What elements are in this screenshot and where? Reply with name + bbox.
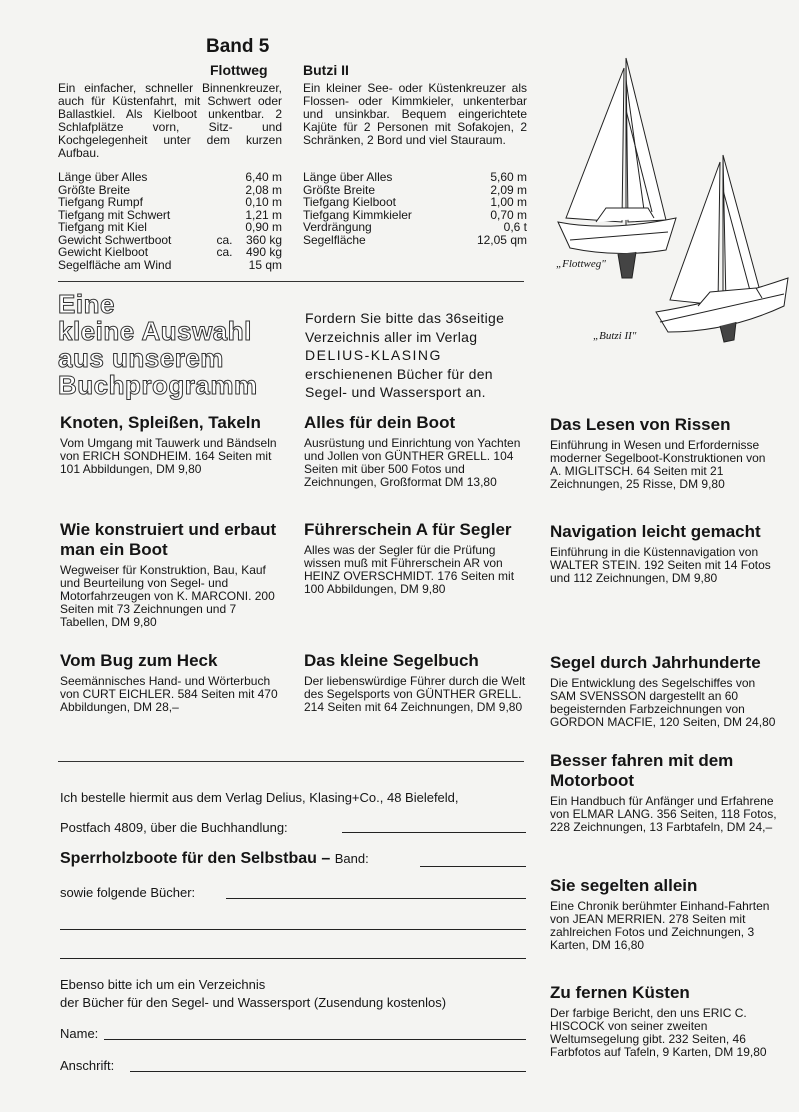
headline-line: Buchprogramm bbox=[58, 370, 258, 400]
spec-label: Verdrängung bbox=[303, 220, 372, 234]
sperrholz-title: Sperrholzboote für den Selbstbau bbox=[60, 850, 317, 867]
address-label: Anschrift: bbox=[60, 1058, 115, 1073]
book-description: Vom Umgang mit Tauwerk und Bändseln von ERICH SONDHEIM. 164 Seiten mit 101 Abbildungen, DM 9,80 bbox=[60, 436, 277, 476]
spec-value: 12,05 qm bbox=[476, 232, 527, 247]
spec-value: 5,60 m bbox=[490, 170, 527, 184]
spec-label: Tiefgang Kimmkieler bbox=[303, 207, 412, 222]
spec-label: Länge über Alles bbox=[303, 170, 393, 184]
book-description: Eine Chronik berühmter Einhand-Fahrten von JEAN MERRIEN. 278 Seiten mit zahlreichen Fotos und Zeichnungen, 3 Karten, DM 16,80 bbox=[550, 899, 770, 952]
intro-line: Verzeichnis aller im Verlag bbox=[305, 328, 478, 345]
spec-qualifier bbox=[211, 209, 233, 222]
caption-flottweg: „Flottweg" bbox=[556, 258, 606, 270]
spec-qualifier bbox=[211, 221, 233, 234]
sperrholz-dash: – bbox=[321, 850, 331, 867]
catalog-request-line1: Ebenso bitte ich um ein Verzeichnis bbox=[60, 977, 266, 992]
boat-description-butzi: Ein kleiner See- oder Küstenkreuzer als Flossen- oder Kimmkieler, unkenterbar und unsinkbar. Bequem eingerichtete Kajüte für 2 Personen mit Sofakojen, 2 Schränken, 2 Bord und viel Stauraum. bbox=[303, 81, 527, 147]
intro-line: DELIUS-KLASING bbox=[305, 347, 442, 363]
name-field[interactable] bbox=[104, 1039, 526, 1040]
spec-label: Segelfläche am Wind bbox=[58, 257, 172, 272]
books-field-line2[interactable] bbox=[60, 929, 526, 930]
headline bbox=[58, 291, 258, 399]
order-divider bbox=[58, 761, 524, 762]
spec-value: 0,10 m bbox=[245, 195, 282, 209]
spec-qualifier bbox=[211, 259, 233, 272]
spec-row bbox=[303, 196, 527, 209]
book-title: Zu fernen Küsten bbox=[550, 983, 690, 1002]
spec-value: 6,40 m bbox=[245, 170, 282, 184]
spec-label: Gewicht Schwertboot bbox=[58, 232, 172, 247]
book-title: Besser fahren mit dem Motorboot bbox=[550, 751, 734, 790]
book-entry bbox=[60, 520, 282, 629]
bookshop-field[interactable] bbox=[342, 832, 526, 833]
spec-label: Größte Breite bbox=[58, 182, 131, 197]
book-title: Das kleine Segelbuch bbox=[304, 651, 479, 670]
book-entry bbox=[304, 520, 526, 596]
address-field[interactable] bbox=[130, 1071, 526, 1072]
spec-label: Tiefgang mit Schwert bbox=[58, 207, 171, 222]
intro-line: erschienenen Bücher für den bbox=[305, 365, 493, 382]
spec-qualifier: ca. bbox=[216, 232, 233, 247]
spec-value: 0,6 t bbox=[503, 220, 527, 234]
spec-row bbox=[303, 234, 527, 247]
headline-line: Eine bbox=[58, 289, 115, 319]
book-description: Einführung in Wesen und Erfordernisse moderner Segelboot-Konstruktionen von A. MIGLITSCH. 64 Seiten mit 21 Zeichnungen, 25 Risse, DM 9,80 bbox=[550, 438, 766, 491]
book-title: Wie konstruiert und erbaut man ein Boot bbox=[60, 520, 277, 559]
spec-qualifier bbox=[211, 184, 233, 197]
sperrholz-line bbox=[60, 850, 369, 868]
butzi-drawing bbox=[656, 155, 788, 342]
spec-row bbox=[58, 196, 282, 209]
spec-row bbox=[58, 246, 282, 259]
book-title: Das Lesen von Rissen bbox=[550, 415, 731, 434]
book-description: Alles was der Segler für die Prüfung wissen muß mit Führerschein AR von HEINZ OVERSCHMIDT. 176 Seiten mit 100 Abbildungen, DM 9,80 bbox=[304, 543, 515, 596]
intro-line: Segel- und Wassersport an. bbox=[305, 384, 486, 400]
spec-label: Tiefgang mit Kiel bbox=[58, 220, 147, 234]
book-entry bbox=[550, 522, 778, 585]
book-title: Segel durch Jahrhunderte bbox=[550, 653, 761, 672]
spec-row bbox=[58, 171, 282, 184]
spec-label: Tiefgang Kielboot bbox=[303, 195, 396, 209]
spec-label: Gewicht Kielboot bbox=[58, 245, 149, 259]
book-entry bbox=[550, 876, 778, 952]
name-label: Name: bbox=[60, 1026, 99, 1041]
book-entry bbox=[304, 413, 526, 489]
book-description: Der farbige Bericht, den uns ERIC C. HISCOCK von seiner zweiten Weltumsegelung gibt. 232 Seiten, 46 Farbfotos auf Tafeln, 9 Karten, DM 19,80 bbox=[550, 1006, 767, 1059]
spec-row bbox=[58, 221, 282, 234]
spec-value: 0,70 m bbox=[490, 207, 527, 222]
book-description: Seemännisches Hand- und Wörterbuch von CURT EICHLER. 584 Seiten mit 470 Abbildungen, DM 28,– bbox=[60, 674, 278, 714]
book-description: Die Entwicklung des Segelschiffes von SAM SVENSSON dargestellt an 60 begeisternden Farbzeichnungen von GORDON MACFIE, 120 Seiten, DM 24,80 bbox=[550, 676, 776, 729]
spec-value: 15 qm bbox=[248, 257, 282, 272]
spec-value: 2,09 m bbox=[490, 182, 527, 197]
headline-line: aus unserem bbox=[58, 343, 224, 373]
boat-name-flottweg: Flottweg bbox=[210, 62, 268, 78]
catalog-intro bbox=[305, 309, 504, 402]
caption-butzi: „Butzi II" bbox=[593, 330, 637, 342]
spec-value: 1,00 m bbox=[490, 195, 527, 209]
spec-label: Größte Breite bbox=[303, 182, 376, 197]
spec-row bbox=[303, 171, 527, 184]
book-entry bbox=[550, 653, 778, 729]
spec-value: 490 kg bbox=[245, 245, 282, 259]
spec-row bbox=[303, 221, 527, 234]
boat-description-flottweg: Ein einfacher, schneller Binnenkreuzer, auch für Küstenfahrt, mit Schwert oder Ballastkiel. Als Kielboot unkentbar. 2 Schlafplätze vorn, Sitz- und Kochgelegenheit unter dem kurzen Aufbau. bbox=[58, 81, 282, 160]
flottweg-drawing bbox=[558, 58, 676, 278]
book-entry bbox=[60, 651, 282, 714]
specs-table-butzi bbox=[303, 171, 527, 246]
catalog-request-line2: der Bücher für den Segel- und Wassersport (Zusendung kostenlos) bbox=[60, 995, 447, 1010]
spec-label: Tiefgang Rumpf bbox=[58, 195, 143, 209]
book-title: Sie segelten allein bbox=[550, 876, 698, 895]
book-entry bbox=[550, 415, 778, 491]
spec-value: 1,21 m bbox=[245, 207, 282, 222]
spec-value: 2,08 m bbox=[245, 182, 282, 197]
spec-qualifier bbox=[211, 171, 233, 184]
book-description: Ausrüstung und Einrichtung von Yachten und Jollen von GÜNTHER GRELL. 104 Seiten mit über 500 Fotos und Zeichnungen, Großformat DM 13,80 bbox=[304, 436, 521, 489]
order-text-line2: Postfach 4809, über die Buchhandlung: bbox=[60, 820, 288, 835]
book-entry bbox=[60, 413, 282, 476]
book-entry bbox=[550, 751, 778, 834]
spec-label: Segelfläche bbox=[303, 232, 366, 247]
headline-line: kleine Auswahl bbox=[58, 316, 252, 346]
spec-qualifier bbox=[211, 196, 233, 209]
book-description: Ein Handbuch für Anfänger und Erfahrene von ELMAR LANG. 356 Seiten, 118 Fotos, 228 Zeichnungen, 13 Farbtafeln, DM 24,– bbox=[550, 794, 777, 834]
book-description: Wegweiser für Konstruktion, Bau, Kauf und Beurteilung von Segel- und Motorfahrzeugen von K. MARCONI. 200 Seiten mit 73 Zeichnungen und 7 Tabellen, DM 9,80 bbox=[60, 563, 275, 629]
book-title: Alles für dein Boot bbox=[304, 413, 456, 432]
spec-label: Länge über Alles bbox=[58, 170, 148, 184]
book-entry bbox=[550, 983, 778, 1059]
top-divider bbox=[58, 281, 524, 282]
book-title: Vom Bug zum Heck bbox=[60, 651, 218, 670]
band-field[interactable] bbox=[420, 866, 526, 867]
books-field-line3[interactable] bbox=[60, 958, 526, 959]
book-description: Der liebenswürdige Führer durch die Welt des Segelsports von GÜNTHER GRELL. 214 Seiten mit 64 Zeichnungen, DM 9,80 bbox=[304, 674, 526, 714]
intro-line: Fordern Sie bitte das 36seitige bbox=[305, 310, 505, 326]
boat-name-butzi: Butzi II bbox=[303, 62, 349, 78]
order-text-line1: Ich bestelle hiermit aus dem Verlag Delius, Klasing+Co., 48 Bielefeld, bbox=[60, 790, 459, 805]
book-title: Navigation leicht gemacht bbox=[550, 522, 761, 541]
spec-qualifier: ca. bbox=[216, 245, 233, 259]
book-description: Einführung in die Küstennavigation von WALTER STEIN. 192 Seiten mit 14 Fotos und 112 Zeichnungen, DM 9,80 bbox=[550, 545, 771, 585]
book-entry bbox=[304, 651, 526, 714]
spec-row bbox=[58, 259, 282, 272]
book-title: Knoten, Spleißen, Takeln bbox=[60, 413, 261, 432]
book-title: Führerschein A für Segler bbox=[304, 520, 512, 539]
books-field[interactable] bbox=[226, 898, 526, 899]
band-label: Band: bbox=[334, 851, 369, 866]
spec-value: 360 kg bbox=[245, 232, 282, 247]
band-number: Band 5 bbox=[206, 36, 270, 57]
books-label: sowie folgende Bücher: bbox=[60, 885, 196, 900]
sailboat-drawings bbox=[548, 50, 798, 350]
specs-table-flottweg bbox=[58, 171, 282, 271]
spec-value: 0,90 m bbox=[245, 220, 282, 234]
